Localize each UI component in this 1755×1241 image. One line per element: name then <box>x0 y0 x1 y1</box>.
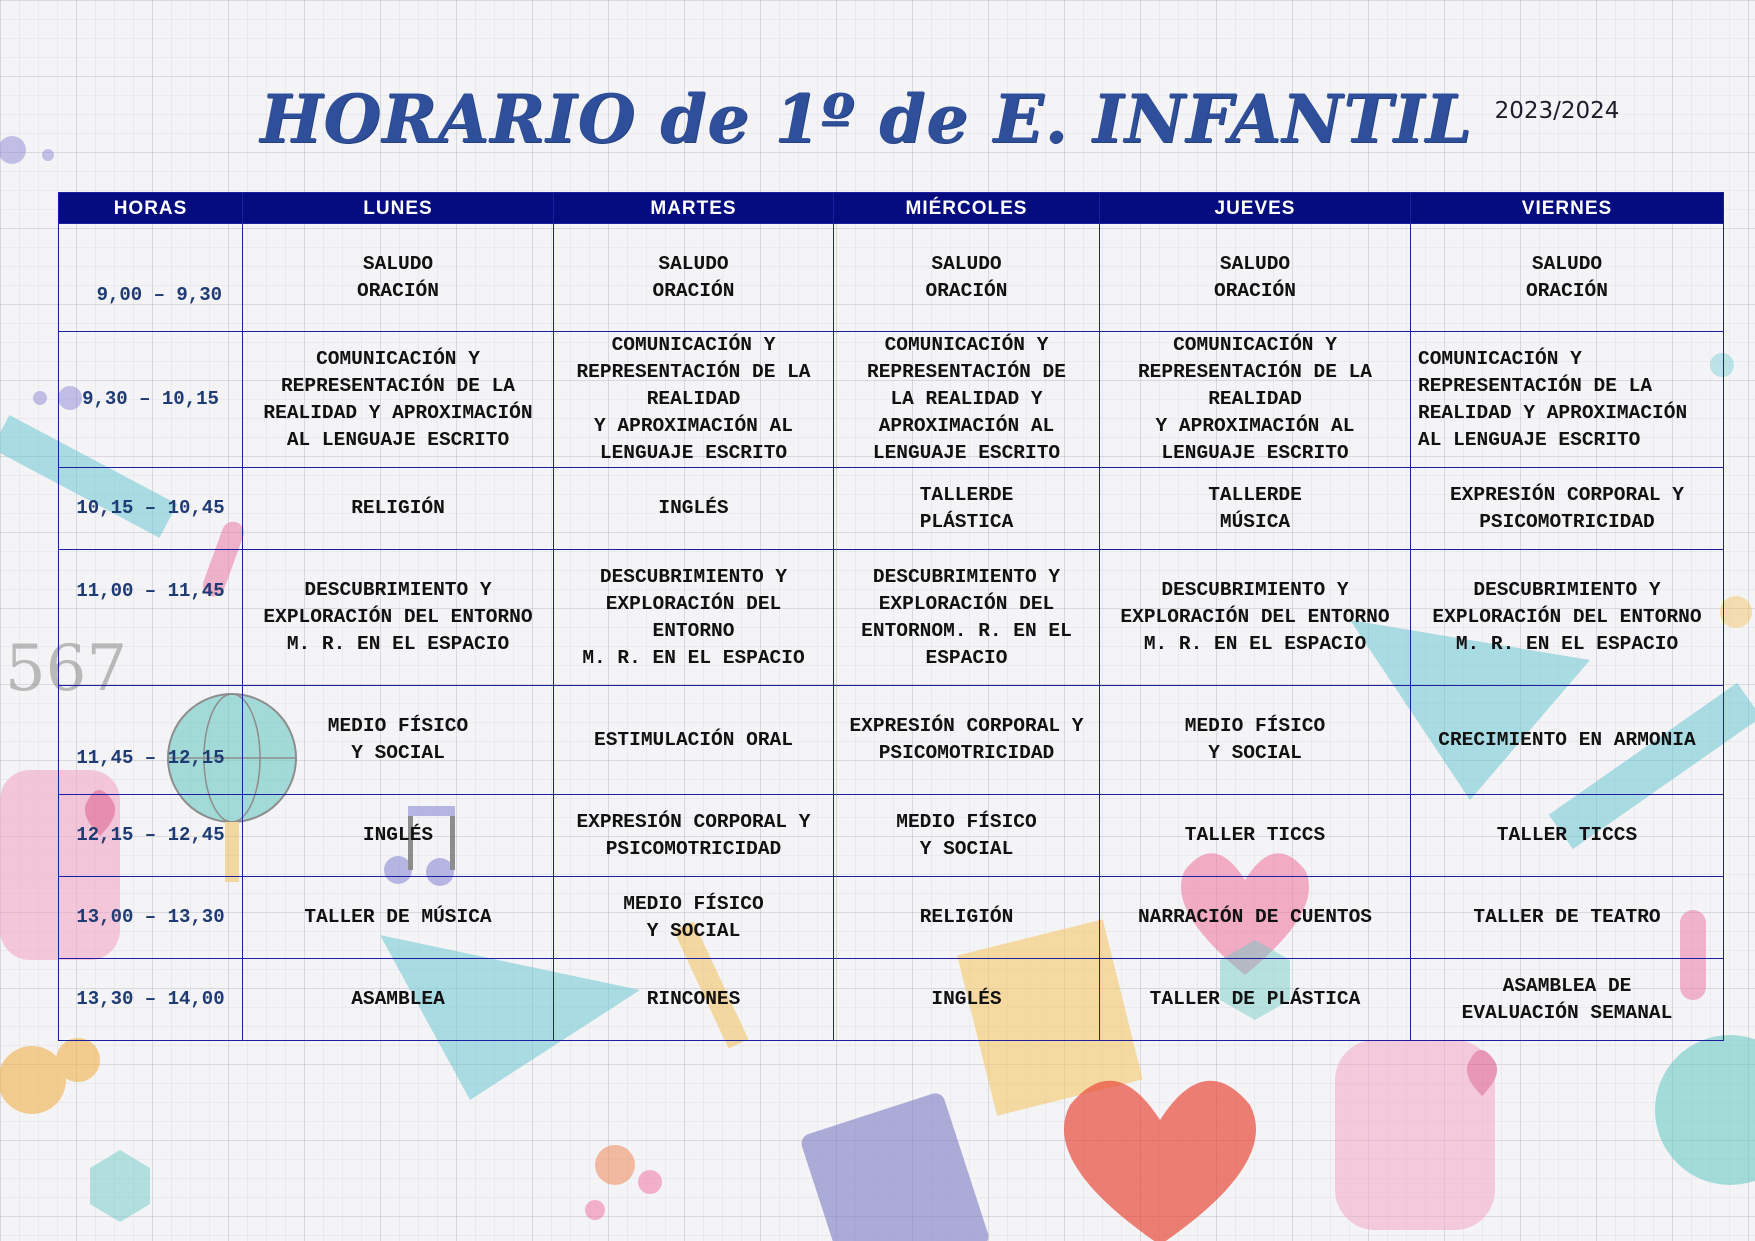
hour-cell: 12,15 – 12,45 <box>59 795 243 877</box>
table-row <box>59 959 1724 1041</box>
subject-cell: EXPRESIÓN CORPORAL Y PSICOMOTRICIDAD <box>1411 468 1724 550</box>
subject-cell: SALUDO ORACIÓN <box>554 224 834 332</box>
subject-cell: INGLÉS <box>243 795 554 877</box>
subject-cell: TALLERDE MÚSICA <box>1100 468 1411 550</box>
subject-cell: TALLER DE MÚSICA <box>243 877 554 959</box>
column-header-thursday: JUEVES <box>1100 193 1411 224</box>
table-row <box>59 686 1724 795</box>
table-row <box>59 795 1724 877</box>
flower-icon <box>0 1038 100 1114</box>
backpack-right-icon <box>1335 1040 1497 1230</box>
table-row <box>59 877 1724 959</box>
subject-cell: DESCUBRIMIENTO Y EXPLORACIÓN DEL ENTORNOM. R. EN EL ESPACIO <box>834 550 1100 686</box>
subject-cell: DESCUBRIMIENTO Y EXPLORACIÓN DEL ENTORNO M. R. EN EL ESPACIO <box>243 550 554 686</box>
svg-text:567: 567 <box>5 632 128 706</box>
subject-cell: MEDIO FÍSICO Y SOCIAL <box>554 877 834 959</box>
calculator-icon <box>799 1091 991 1241</box>
subject-cell: SALUDO ORACIÓN <box>834 224 1100 332</box>
subject-cell: MEDIO FÍSICO Y SOCIAL <box>1100 686 1411 795</box>
subject-cell: SALUDO ORACIÓN <box>243 224 554 332</box>
column-header-monday: LUNES <box>243 193 554 224</box>
hour-cell: 9,00 – 9,30 <box>59 224 243 332</box>
subject-cell: COMUNICACIÓN Y REPRESENTACIÓN DE LA REALIDAD Y APROXIMACIÓN AL LENGUAJE ESCRITO <box>834 332 1100 468</box>
subject-cell: COMUNICACIÓN Y REPRESENTACIÓN DE LA REALIDAD Y APROXIMACIÓN AL LENGUAJE ESCRITO <box>554 332 834 468</box>
hour-cell: 11,00 – 11,45 <box>59 550 243 686</box>
column-header-tuesday: MARTES <box>554 193 834 224</box>
subject-cell: DESCUBRIMIENTO Y EXPLORACIÓN DEL ENTORNO M. R. EN EL ESPACIO <box>1411 550 1724 686</box>
subject-cell: TALLER DE TEATRO <box>1411 877 1724 959</box>
hexagon-icon <box>90 1150 150 1222</box>
subject-cell: EXPRESIÓN CORPORAL Y PSICOMOTRICIDAD <box>554 795 834 877</box>
hour-cell: 10,15 – 10,45 <box>59 468 243 550</box>
subject-cell: RINCONES <box>554 959 834 1041</box>
table-row <box>59 468 1724 550</box>
hour-cell: 13,30 – 14,00 <box>59 959 243 1041</box>
subject-cell: MEDIO FÍSICO Y SOCIAL <box>834 795 1100 877</box>
subject-cell: TALLERDE PLÁSTICA <box>834 468 1100 550</box>
column-header-wednesday: MIÉRCOLES <box>834 193 1100 224</box>
subject-cell: DESCUBRIMIENTO Y EXPLORACIÓN DEL ENTORNO M. R. EN EL ESPACIO <box>1100 550 1411 686</box>
column-header-hours: HORAS <box>59 193 243 224</box>
header-row <box>59 193 1724 224</box>
subject-cell: EXPRESIÓN CORPORAL Y PSICOMOTRICIDAD <box>834 686 1100 795</box>
subject-cell: DESCUBRIMIENTO Y EXPLORACIÓN DEL ENTORNO M. R. EN EL ESPACIO <box>554 550 834 686</box>
subject-cell: INGLÉS <box>834 959 1100 1041</box>
subject-cell: CRECIMIENTO EN ARMONIA <box>1411 686 1724 795</box>
subject-cell: MEDIO FÍSICO Y SOCIAL <box>243 686 554 795</box>
subject-cell: COMUNICACIÓN Y REPRESENTACIÓN DE LA REALIDAD Y APROXIMACIÓN AL LENGUAJE ESCRITO <box>1411 332 1724 468</box>
title-area <box>260 62 1620 158</box>
subject-cell: RELIGIÓN <box>243 468 554 550</box>
hour-cell: 13,00 – 13,30 <box>59 877 243 959</box>
school-year: 2023/2024 <box>1494 98 1620 124</box>
subject-cell: NARRACIÓN DE CUENTOS <box>1100 877 1411 959</box>
subject-cell: INGLÉS <box>554 468 834 550</box>
table-row <box>59 224 1724 332</box>
table-row <box>59 332 1724 468</box>
subject-cell: COMUNICACIÓN Y REPRESENTACIÓN DE LA REALIDAD Y APROXIMACIÓN AL LENGUAJE ESCRITO <box>1100 332 1411 468</box>
subject-cell: COMUNICACIÓN Y REPRESENTACIÓN DE LA REALIDAD Y APROXIMACIÓN AL LENGUAJE ESCRITO <box>243 332 554 468</box>
subject-cell: TALLER TICCS <box>1411 795 1724 877</box>
page-title: HORARIO de 1º de E. INFANTIL <box>260 80 1473 158</box>
column-header-friday: VIERNES <box>1411 193 1724 224</box>
subject-cell: TALLER TICCS <box>1100 795 1411 877</box>
subject-cell: ASAMBLEA <box>243 959 554 1041</box>
subject-cell: ASAMBLEA DE EVALUACIÓN SEMANAL <box>1411 959 1724 1041</box>
subject-cell: RELIGIÓN <box>834 877 1100 959</box>
hour-cell: 11,45 – 12,15 <box>59 686 243 795</box>
subject-cell: SALUDO ORACIÓN <box>1100 224 1411 332</box>
schedule-table <box>58 192 1724 1041</box>
table-row <box>59 550 1724 686</box>
subject-cell: SALUDO ORACIÓN <box>1411 224 1724 332</box>
subject-cell: TALLER DE PLÁSTICA <box>1100 959 1411 1041</box>
apple-heart-icon <box>1064 1081 1256 1241</box>
hour-cell: 9,30 – 10,15 <box>59 332 243 468</box>
globe-right-icon <box>1655 1035 1755 1185</box>
subject-cell: ESTIMULACIÓN ORAL <box>554 686 834 795</box>
